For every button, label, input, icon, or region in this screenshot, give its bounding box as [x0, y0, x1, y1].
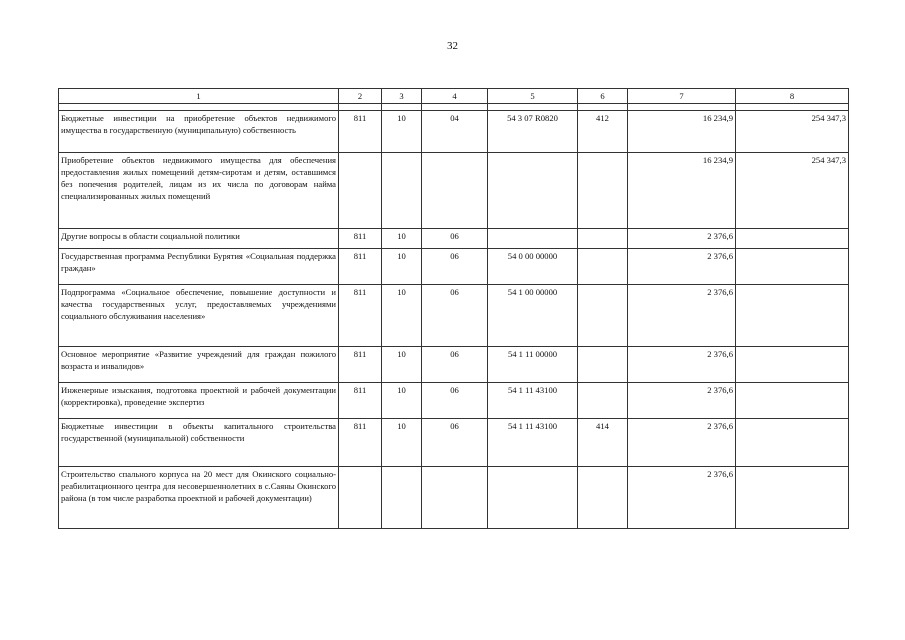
- header-col-6: 6: [578, 89, 628, 104]
- cell-name: Государственная программа Республики Бурятия «Социальная поддержка граждан»: [59, 249, 339, 285]
- spacer-cell: [59, 104, 339, 111]
- cell-name: Другие вопросы в области социальной политики: [59, 229, 339, 249]
- cell-col-6: [578, 229, 628, 249]
- table-row: [59, 229, 849, 249]
- spacer-row: [59, 104, 849, 111]
- cell-col-4: 04: [422, 111, 488, 153]
- cell-col-8: [736, 285, 849, 347]
- cell-col-4: 06: [422, 285, 488, 347]
- header-col-8: 8: [736, 89, 849, 104]
- cell-col-6: [578, 347, 628, 383]
- header-col-5: 5: [488, 89, 578, 104]
- cell-col-5: [488, 229, 578, 249]
- table-row: [59, 383, 849, 419]
- cell-col-3: 10: [382, 111, 422, 153]
- cell-name: Приобретение объектов недвижимого имущества для обеспечения предоставления жилых помещений детям-сиротам и детям, оставшимся без попечения родителей, лицам из их числа по договорам найма специализированных жилых помещений: [59, 153, 339, 229]
- cell-col-3: 10: [382, 229, 422, 249]
- table-row: [59, 153, 849, 229]
- header-col-2: 2: [339, 89, 382, 104]
- cell-col-6: [578, 383, 628, 419]
- cell-col-8: [736, 347, 849, 383]
- cell-col-3: [382, 467, 422, 529]
- cell-col-2: 811: [339, 347, 382, 383]
- cell-col-8: [736, 419, 849, 467]
- table-row: [59, 467, 849, 529]
- cell-col-7: 2 376,6: [628, 285, 736, 347]
- spacer-cell: [488, 104, 578, 111]
- cell-col-3: 10: [382, 383, 422, 419]
- cell-col-8: [736, 383, 849, 419]
- cell-col-5: 54 3 07 R0820: [488, 111, 578, 153]
- spacer-cell: [422, 104, 488, 111]
- table-row: [59, 249, 849, 285]
- cell-col-7: 2 376,6: [628, 249, 736, 285]
- cell-col-2: 811: [339, 419, 382, 467]
- cell-col-2: 811: [339, 285, 382, 347]
- cell-name: Бюджетные инвестиции в объекты капитального строительства государственной (муниципальной) собственности: [59, 419, 339, 467]
- cell-name: Инженерные изыскания, подготовка проектной и рабочей документации (корректировка), проведение экспертиз: [59, 383, 339, 419]
- cell-col-8: [736, 467, 849, 529]
- header-col-3: 3: [382, 89, 422, 104]
- cell-name: Основное мероприятие «Развитие учреждений для граждан пожилого возраста и инвалидов»: [59, 347, 339, 383]
- cell-col-5: 54 1 11 43100: [488, 419, 578, 467]
- cell-col-4: 06: [422, 383, 488, 419]
- cell-col-8: [736, 249, 849, 285]
- header-col-4: 4: [422, 89, 488, 104]
- budget-table: [58, 88, 849, 529]
- cell-col-7: 16 234,9: [628, 111, 736, 153]
- cell-col-6: [578, 153, 628, 229]
- cell-col-2: [339, 153, 382, 229]
- cell-col-4: [422, 153, 488, 229]
- header-col-7: 7: [628, 89, 736, 104]
- table-row: [59, 285, 849, 347]
- spacer-cell: [736, 104, 849, 111]
- cell-name: Строительство спального корпуса на 20 мест для Окинского социально-реабилитационного центра для несовершеннолетних в с.Саяны Окинского района (в том числе разработка проектной и рабочей документации): [59, 467, 339, 529]
- table-row: [59, 111, 849, 153]
- cell-col-4: 06: [422, 229, 488, 249]
- cell-col-6: 414: [578, 419, 628, 467]
- spacer-cell: [628, 104, 736, 111]
- cell-col-2: 811: [339, 383, 382, 419]
- cell-col-5: 54 1 11 43100: [488, 383, 578, 419]
- cell-col-5: 54 1 11 00000: [488, 347, 578, 383]
- page-number: 32: [447, 40, 458, 52]
- table-header-row: [59, 89, 849, 104]
- spacer-cell: [578, 104, 628, 111]
- cell-col-6: 412: [578, 111, 628, 153]
- cell-col-7: 16 234,9: [628, 153, 736, 229]
- cell-col-2: [339, 467, 382, 529]
- table-row: [59, 347, 849, 383]
- cell-col-8: 254 347,3: [736, 111, 849, 153]
- cell-col-5: [488, 467, 578, 529]
- cell-col-4: 06: [422, 419, 488, 467]
- spacer-cell: [339, 104, 382, 111]
- cell-col-3: 10: [382, 347, 422, 383]
- header-col-1: 1: [59, 89, 339, 104]
- cell-col-7: 2 376,6: [628, 467, 736, 529]
- spacer-cell: [382, 104, 422, 111]
- cell-col-4: [422, 467, 488, 529]
- cell-col-3: 10: [382, 249, 422, 285]
- cell-col-4: 06: [422, 347, 488, 383]
- cell-col-4: 06: [422, 249, 488, 285]
- cell-col-8: [736, 229, 849, 249]
- cell-col-3: 10: [382, 285, 422, 347]
- cell-col-7: 2 376,6: [628, 229, 736, 249]
- cell-col-7: 2 376,6: [628, 383, 736, 419]
- cell-col-6: [578, 285, 628, 347]
- table-row: [59, 419, 849, 467]
- cell-col-2: 811: [339, 249, 382, 285]
- cell-col-8: 254 347,3: [736, 153, 849, 229]
- cell-col-7: 2 376,6: [628, 419, 736, 467]
- cell-col-6: [578, 467, 628, 529]
- cell-col-3: [382, 153, 422, 229]
- cell-col-3: 10: [382, 419, 422, 467]
- cell-name: Подпрограмма «Социальное обеспечение, повышение доступности и качества государственных услуг, предоставляемых учреждениями социального обслуживания населения»: [59, 285, 339, 347]
- cell-col-7: 2 376,6: [628, 347, 736, 383]
- cell-col-5: 54 1 00 00000: [488, 285, 578, 347]
- cell-col-2: 811: [339, 111, 382, 153]
- cell-col-2: 811: [339, 229, 382, 249]
- cell-col-6: [578, 249, 628, 285]
- cell-name: Бюджетные инвестиции на приобретение объектов недвижимого имущества в государственную (муниципальную) собственность: [59, 111, 339, 153]
- cell-col-5: [488, 153, 578, 229]
- cell-col-5: 54 0 00 00000: [488, 249, 578, 285]
